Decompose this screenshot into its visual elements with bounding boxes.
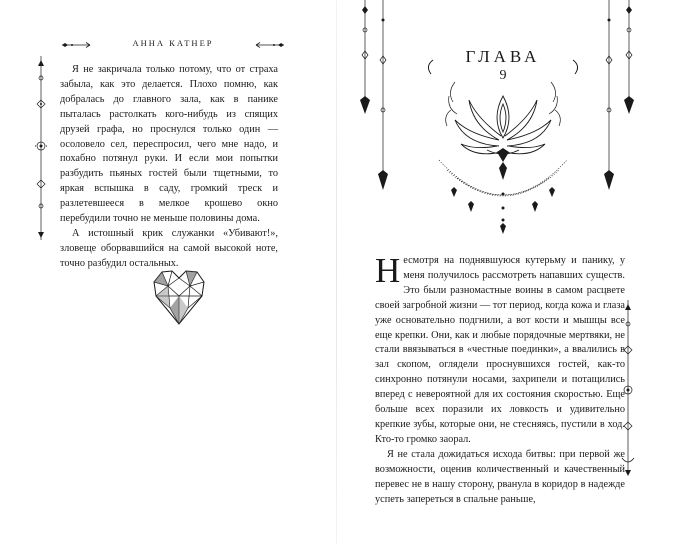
paragraph: Я не стала дожидаться исхода битвы: при первой же возможности, оценив количественный и качественный перевес не в нашу сторону, рванула в коридор в надежде успеть запереться в спальне раньше,: [375, 448, 625, 505]
paragraph-text: есмотря на поднявшуюся кутерьму и панику, у меня получилось рассмотреть напавших существ. Это были разномастные воины в самом расцвете своей загробной жизни — тот период, когда кожа и глаза уже основательно подгнили, а вот кости и мышцы все еще крепки. Они, как и любые порядочные мертвяки, не стали ввязываться в «честные поединки», а ввалились в зал скопом, оглядели проснувшихся гостей, как-то синхронно потянули носами, захрипели и потащились вперед с невероятной для их состояния скоростью. Еще больше всех поразили их ловкость и удивительно крепкие зубы, которые они, не стесняясь, пустили в ход. Кто-то громко заорал.: [375, 255, 625, 445]
paragraph: А истошный крик служанки «Убивают!», зловеще оборвавшийся на самой высокой ноте, точно разбудил остальных.: [60, 227, 278, 269]
running-head: [0, 34, 337, 56]
paragraph: Я не закричала только потому, что от страха забыла, как это делается. Плохо помню, как добралась до главного зала, как в панике пыталась растолкать кого-нибудь из спящих друзей графа, но проснулся только один — осоловело сел, переспросил, чего мне надо, и похабно потянул руки. И если мои попытки разбудить пьяных гостей были тщетными, то яркая вспышка в саду, громкий треск и разлетевшееся в мелкое крошево окно перебудили точно не меньше половины дома.: [60, 64, 278, 225]
hanging-crystal-icon: [601, 0, 617, 200]
hanging-crystal-icon: [375, 0, 391, 200]
right-page: [337, 0, 674, 544]
header-ornament-right-icon: [252, 34, 286, 56]
drop-cap: Н: [375, 251, 401, 290]
running-head-author: АННА КАТНЕР: [132, 38, 214, 48]
left-page-text: [60, 63, 278, 272]
left-margin-ornament-icon: [34, 56, 48, 240]
right-margin-ornament-icon: [621, 300, 635, 484]
hanging-crystal-icon: [357, 0, 373, 120]
paragraph: [375, 251, 625, 448]
hanging-crystal-icon: [621, 0, 637, 120]
chapter-heading: [417, 48, 589, 84]
chapter-word: ГЛАВА: [465, 47, 541, 66]
chapter-number: 9: [499, 68, 507, 83]
crystal-heart-icon: [150, 266, 208, 328]
right-page-text: [375, 251, 625, 507]
